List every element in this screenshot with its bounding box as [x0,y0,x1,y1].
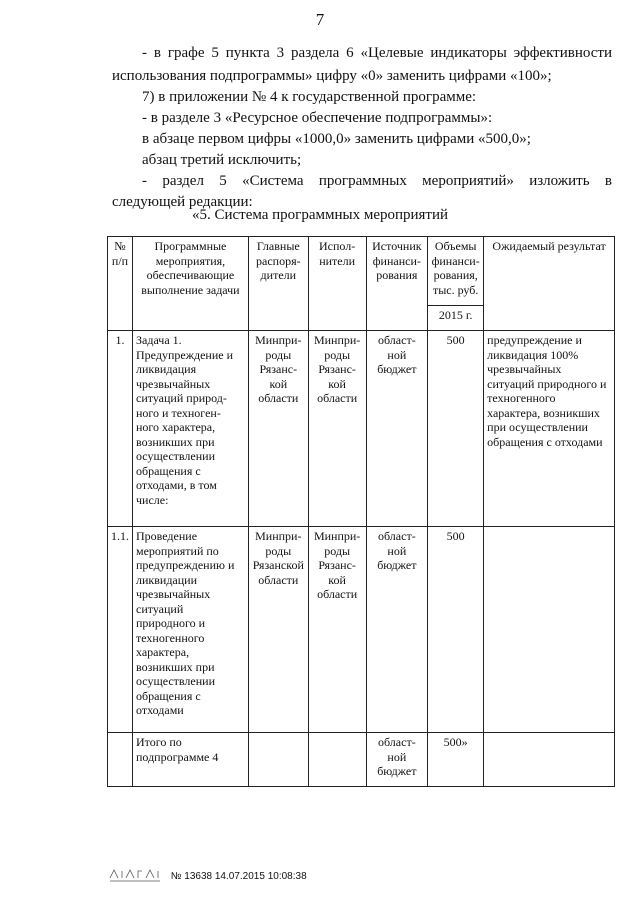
table-row [108,733,615,787]
cell-executor [308,733,366,787]
paragraph-8: следующей редакции: [112,194,253,210]
paragraph-7: - раздел 5 «Система программных мероприятий» изложить в [142,173,612,189]
cell-activity: Итого по подпрограмме 4 [133,733,249,787]
cell-result: предупреждение и ликвидация 100% чрезвычайных ситуаций природного и техногенного характера, возникших при осуществлении обращения с отходами [484,331,615,527]
header-source: Источник финанси- рования [366,237,428,331]
cell-executor: Минпри- роды Рязанс- кой области [308,527,366,733]
cell-num [108,733,133,787]
cell-source: област- ной бюджет [366,527,428,733]
cell-num: 1.1. [108,527,133,733]
paragraph-5: в абзаце первом цифры «1000,0» заменить цифрами «500,0»; [142,131,531,147]
header-year: 2015 г. [428,306,484,331]
page-number: 7 [315,10,325,29]
table-row [108,527,615,733]
table-header-row [108,237,615,306]
header-result: Ожидаемый результат [484,237,615,331]
table-row [108,331,615,527]
cell-activity: Проведение мероприятий по предупреждению и ликвидации чрезвычайных ситуаций природного и техногенного характера, возникших при осуществлении обращения с отходами [133,527,249,733]
cell-amount: 500 [428,527,484,733]
paragraph-4: - в разделе 3 «Ресурсное обеспечение подпрограммы»: [142,110,493,126]
header-activities: Программные мероприятия, обеспечивающие выполнение задачи [133,237,249,331]
cell-activity: Задача 1. Предупреждение и ликвидация чрезвычайных ситуаций природ- ного и техноген- ного характера, возникших при осуществлении обращения с отходами, в том числе: [133,331,249,527]
cell-source: област- ной бюджет [366,733,428,787]
header-managers: Главные распоря- дители [248,237,308,331]
cell-num: 1. [108,331,133,527]
cell-result [484,527,615,733]
header-volumes: Объемы финанси- рования, тыс. руб. [428,237,484,306]
cell-executor: Минпри- роды Рязанс- кой области [308,331,366,527]
cell-source: област- ной бюджет [366,331,428,527]
cell-manager: Минпри- роды Рязанс- кой области [248,331,308,527]
cell-manager [248,733,308,787]
footer [108,866,307,887]
paragraph-6: абзац третий исключить; [142,152,302,168]
paragraph-1: - в графе 5 пункта 3 раздела 6 «Целевые индикаторы эффективности [142,45,612,61]
cell-result [484,733,615,787]
cell-manager: Минпри- роды Рязанской области [248,527,308,733]
header-num: № п/п [108,237,133,331]
paragraph-3: 7) в приложении № 4 к государственной программе: [142,89,477,105]
program-table [107,236,615,787]
paragraph-2: использования подпрограммы» цифру «0» заменить цифрами «100»; [112,68,552,84]
registry-stamp-icon [108,866,162,887]
cell-amount: 500» [428,733,484,787]
document-registration-number: № 13638 14.07.2015 10:08:38 [170,871,307,883]
section-title: «5. Система программных мероприятий [191,207,449,223]
cell-amount: 500 [428,331,484,527]
header-executors: Испол- нители [308,237,366,331]
